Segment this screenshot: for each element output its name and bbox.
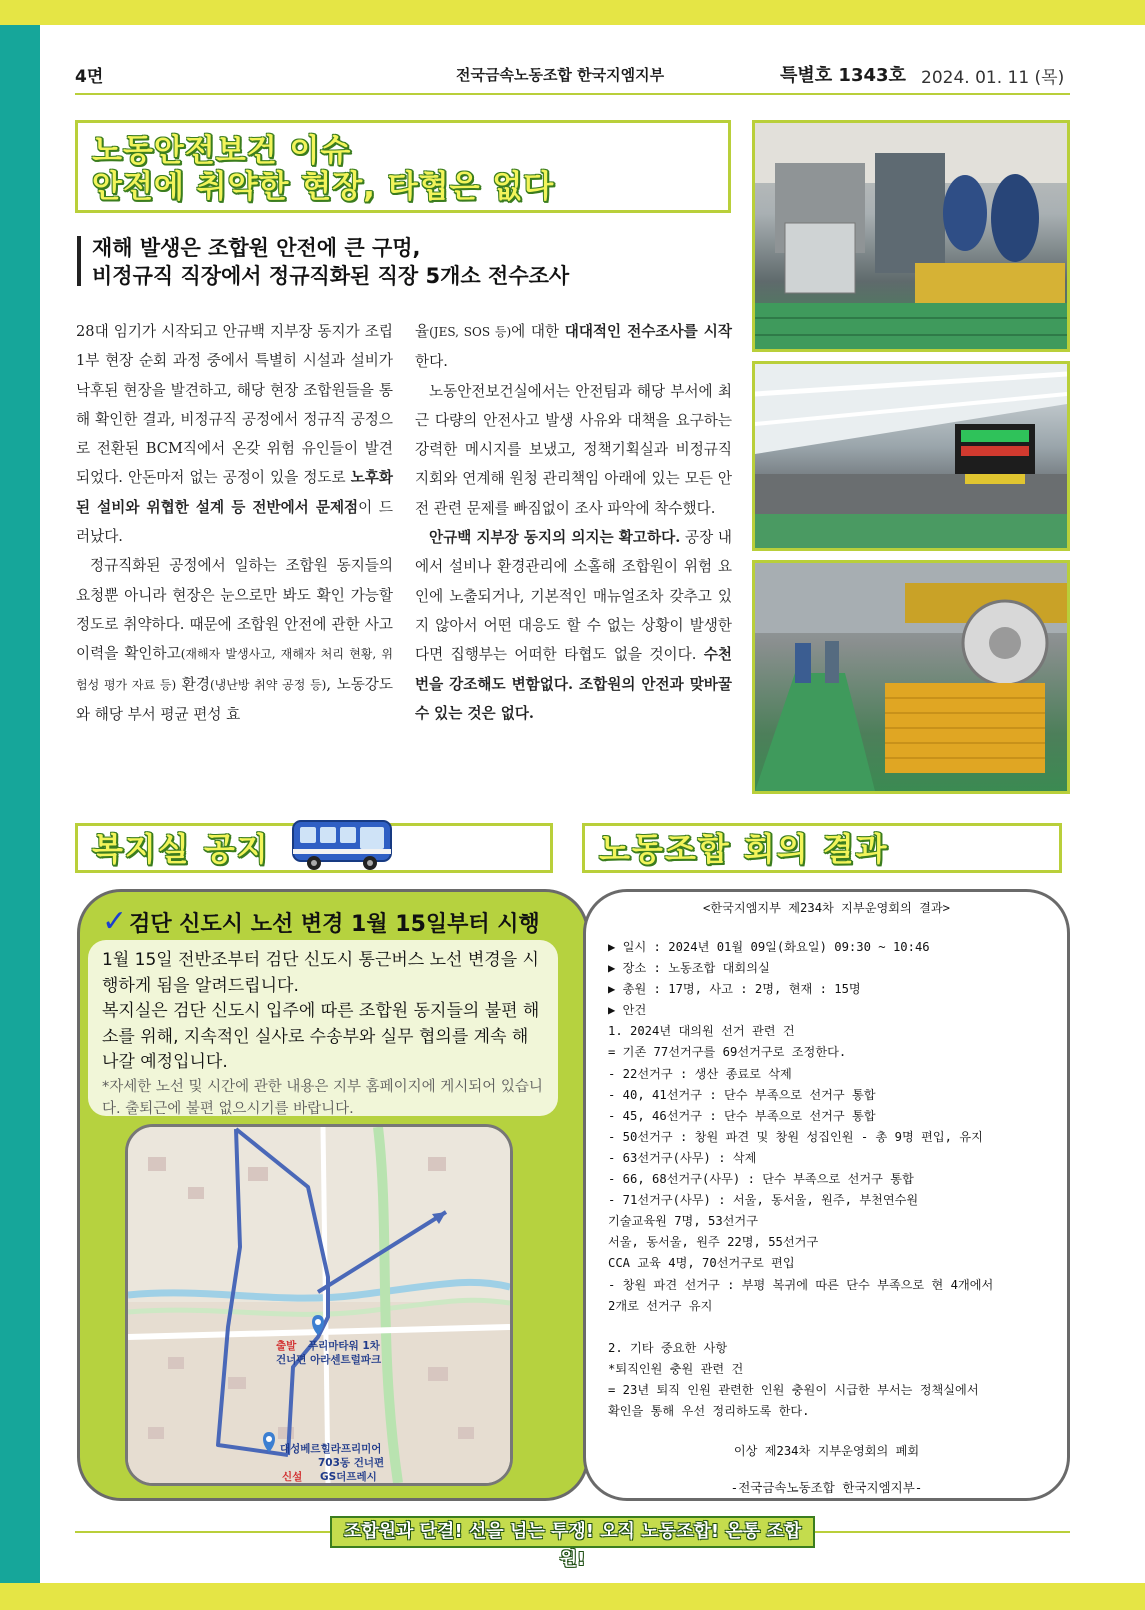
meeting-section-title-box (582, 823, 1062, 873)
bold-text-run: 노후화된 설비와 위협한 설계 등 전반에서 문제점 (76, 469, 393, 516)
footer-slogan: 조합원과 단결! 선을 넘는 투쟁! 오직 노동조합! 온통 조합원! (330, 1516, 815, 1548)
bold-text-run: 안규백 지부장 동지의 의지는 확고하다. (429, 529, 681, 547)
map-start-place-1: 푸리마타워 1차 (308, 1340, 380, 1352)
factory-photo-2-drawing (755, 364, 1067, 548)
meeting-line: ▶ 안건 (608, 1003, 647, 1018)
meeting-minutes (608, 937, 1053, 1422)
article-paragraph: 노동안전보건실에서는 안전팀과 해당 부서에 최근 다량의 안전사고 발생 사유와 대책을 요구하는 강력한 메시지를 보냈고, 정책기획실과 비정규직 지회와 연계해 원청 관리책임 아래에 있는 모든 안전 관련 문제를 빠짐없이 조사 파악에 착수했다. (415, 382, 732, 517)
meeting-line (608, 1317, 1053, 1338)
text-run: 28대 임기가 시작되고 안규백 지부장 동지가 조립 1부 현장 순회 과정 중에서 특별히 시설과 설비가 낙후된 현장을 발견하고, 해당 현장 조합원들을 통해 확인한 결과, 비정규직 공정에서 정규직 공정으로 전환된 BCM직에서 온갖 위험 유인들이 발견되었다. 안돈마저 없는 공정이 있을 정도로 (76, 323, 393, 487)
meeting-line: 1. 2024년 대의원 선거 관련 건 (608, 1024, 795, 1039)
text-run: 율 (415, 323, 430, 340)
meeting-line: ▶ 장소 : 노동조합 대회의실 (608, 961, 770, 976)
bus-route-map (125, 1124, 513, 1486)
meeting-line: - 22선거구 : 생산 종료로 삭제 (608, 1066, 792, 1081)
meeting-line: - 50선거구 : 창원 파견 및 창원 성집인원 - 총 9명 편입, 유지 (608, 1129, 983, 1144)
article-title-box (75, 120, 731, 213)
meeting-line: 서울, 동서울, 원주 22명, 55선거구 (608, 1235, 819, 1250)
meeting-line: 2개로 선거구 유지 (608, 1298, 713, 1313)
meeting-line: 기술교육원 7명, 53선거구 (608, 1214, 758, 1229)
map-new-place-3: GS더프레시 (320, 1471, 377, 1483)
bold-text-run: 수천 번을 강조해도 변함없다. 조합원의 안전과 맞바꿀 수 있는 것은 없다. (415, 646, 732, 722)
issue-date: 2024. 01. 11 (목) (921, 68, 1065, 88)
article-paragraph (76, 551, 393, 729)
side-color-bar (0, 25, 40, 1583)
map-start-tag: 출발 (276, 1340, 297, 1352)
text-run: 공장 내에서 설비나 환경관리에 소홀해 조합원이 위험 요인에 노출되거나, 기본적인 매뉴얼조차 갖추고 있지 않아서 어떤 대응도 할 수 없는 상황이 발생한다면 집행부는 어떠한 타협도 없을 것이다. (415, 529, 733, 664)
small-text-run: (JES, SOS 등) (429, 325, 512, 339)
article-subtitle-line2: 비정규직 직장에서 정규직화된 직장 5개소 전수조사 (92, 264, 570, 288)
meeting-line: ▶ 총원 : 17명, 사고 : 2명, 현재 : 15명 (608, 982, 861, 997)
article-column-1 (76, 317, 393, 729)
meeting-line: 확인을 통해 우선 정리하도록 한다. (608, 1404, 810, 1419)
bold-text-run: 대대적인 전수조사를 시작 (564, 323, 732, 340)
factory-photo-3 (752, 560, 1070, 794)
page-number: 4면 (75, 67, 104, 87)
factory-photo-2 (752, 361, 1070, 551)
small-text-run: (재해자 발생사고, 재해자 처리 현황, 위험성 평가 자료 등) (76, 647, 394, 692)
factory-photo-3-drawing (755, 563, 1067, 791)
article-title-line1: 노동안전보건 이슈 (92, 133, 352, 169)
meeting-line: - 40, 41선거구 : 단수 부족으로 선거구 통합 (608, 1087, 876, 1102)
article-subtitle (92, 234, 569, 290)
text-run: , 노동강도와 해당 부서 평균 편성 효 (76, 675, 394, 723)
meeting-line: - 45, 46선거구 : 단수 부족으로 선거구 통합 (608, 1108, 876, 1123)
welfare-headline (102, 904, 540, 939)
meeting-line: CCA 교육 4명, 70선거구로 편입 (608, 1256, 795, 1271)
meeting-line: = 기존 77선거구를 69선거구로 조정한다. (608, 1045, 847, 1060)
subtitle-accent-bar (77, 236, 81, 286)
map-start-place-2: 건너편 아라센트럴파크 (276, 1354, 382, 1366)
text-run: 환경 (176, 675, 210, 693)
meeting-closing: 이상 제234차 지부운영회의 폐회 (733, 1444, 920, 1458)
meeting-results-panel (583, 889, 1070, 1501)
article-paragraph (76, 317, 393, 551)
top-color-bar (0, 0, 1145, 25)
bottom-color-bar (0, 1583, 1145, 1610)
welfare-notice-panel (77, 889, 589, 1501)
meeting-line: *퇴직인원 충원 관련 건 (608, 1361, 744, 1376)
article-title-line2: 안전에 취약한 현장, 타협은 없다 (92, 169, 555, 205)
welfare-headline-text: 검단 신도시 노선 변경 1월 15일부터 시행 (129, 912, 540, 937)
meeting-line: - 63선거구(사무) : 삭제 (608, 1150, 757, 1165)
notice-footnote: *자세한 노선 및 시간에 관한 내용은 지부 홈페이지에 게시되어 있습니다. 출퇴근에 불편 없으시기를 바랍니다. (102, 1078, 543, 1117)
meeting-line: - 71선거구(사무) : 서울, 동서울, 원주, 부천연수원 (608, 1193, 919, 1208)
welfare-section-title: 복지실 공지 (92, 830, 270, 868)
article-subtitle-line1: 재해 발생은 조합원 안전에 큰 구멍, (92, 236, 421, 260)
map-new-place-1: 대성베르힐라프리미어 (280, 1443, 382, 1455)
notice-paragraph: 복지실은 검단 신도시 입주에 따른 조합원 동지들의 불편 해소를 위해, 지속적인 실사로 수송부와 실무 협의를 계속 해나갈 예정입니다. (102, 1001, 540, 1072)
map-new-place-2: 703동 건너편 (318, 1457, 385, 1469)
small-text-run: (냉난방 취약 공정 등) (209, 677, 327, 692)
meeting-section-title: 노동조합 회의 결과 (599, 830, 889, 868)
map-new-tag: 신설 (282, 1471, 303, 1483)
meeting-title: <한국지엠지부 제234차 지부운영회의 결과> (702, 901, 951, 915)
header-divider (75, 93, 1070, 95)
text-run: 한다. (415, 353, 448, 371)
text-run: 에 대한 (511, 323, 565, 340)
factory-photo-1-drawing (755, 123, 1067, 349)
publisher-name: 전국금속노동조합 한국지엠지부 (456, 66, 665, 84)
meeting-organization: -전국금속노동조합 한국지엠지부- (730, 1480, 923, 1495)
notice-text-box (88, 940, 558, 1116)
notice-paragraph: 1월 15일 전반조부터 검단 신도시 통근버스 노선 변경을 시행하게 됨을 알려드립니다. (102, 950, 539, 996)
meeting-line: = 23년 퇴직 인원 관련한 인원 충원이 시급한 부서는 정책실에서 (608, 1382, 979, 1397)
bus-icon (290, 817, 396, 871)
issue-number: 특별호 1343호 (780, 65, 906, 86)
factory-photo-1 (752, 120, 1070, 352)
article-paragraph (415, 317, 732, 377)
meeting-line: ▶ 일시 : 2024년 01월 09일(화요일) 09:30 ~ 10:46 (608, 940, 930, 954)
checkmark-icon: ✓ (102, 904, 128, 939)
text-run: 정규직화된 공정에서 일하는 조합원 동지들의 요청뿐 아니라 현장은 눈으로만 봐도 확인 가능할 정도로 취약하다. 때문에 조합원 안전에 관한 사고 이력을 확인하고 (76, 557, 393, 663)
meeting-line: - 66, 68선거구(사무) : 단수 부족으로 선거구 통합 (608, 1172, 914, 1187)
meeting-line: 2. 기타 중요한 사항 (608, 1340, 728, 1355)
article-paragraph (415, 523, 732, 728)
article-column-2 (415, 317, 732, 728)
meeting-line: - 창원 파견 선거구 : 부평 복귀에 따른 단수 부족으로 현 4개에서 (608, 1277, 994, 1292)
bus-route-map-drawing (128, 1127, 510, 1483)
text-run: 이 드러났다. (76, 498, 393, 546)
